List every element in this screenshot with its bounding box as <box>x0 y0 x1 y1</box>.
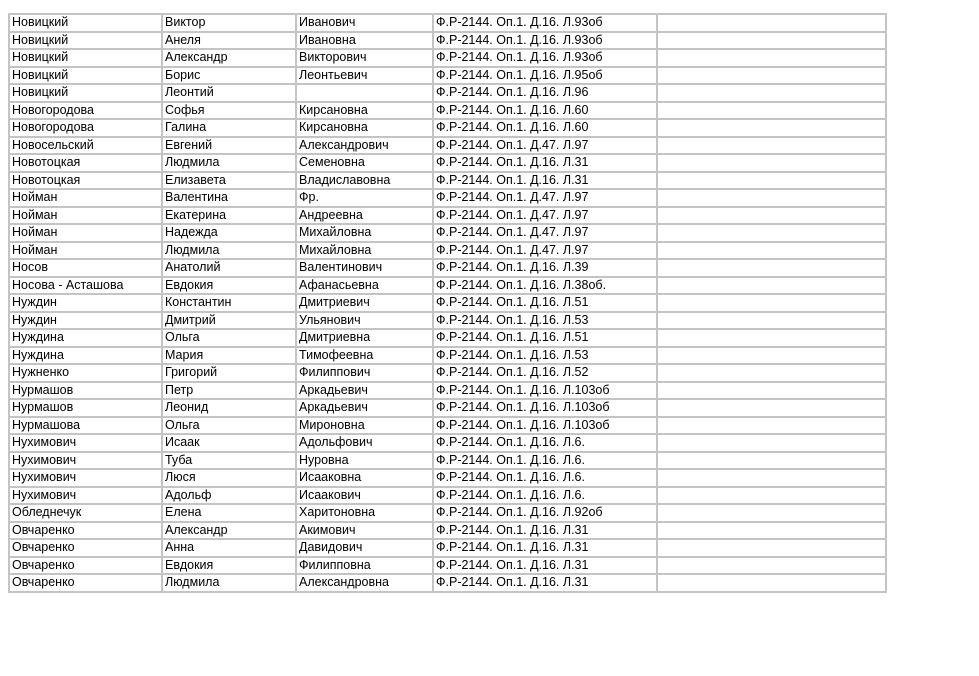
surname-cell: Носова - Асташова <box>9 277 162 295</box>
patronymic-cell: Фр. <box>296 189 433 207</box>
archive-reference-cell: Ф.Р-2144. Оп.1. Д.16. Л.53 <box>433 347 657 365</box>
empty-cell <box>657 504 886 522</box>
empty-cell <box>657 399 886 417</box>
patronymic-cell: Нуровна <box>296 452 433 470</box>
table-row <box>9 539 886 557</box>
patronymic-cell: Мироновна <box>296 417 433 435</box>
surname-cell: Нуждина <box>9 329 162 347</box>
patronymic-cell: Аркадьевич <box>296 382 433 400</box>
archive-reference-cell: Ф.Р-2144. Оп.1. Д.16. Л.6. <box>433 469 657 487</box>
patronymic-cell: Кирсановна <box>296 119 433 137</box>
empty-cell <box>657 487 886 505</box>
surname-cell: Новотоцкая <box>9 172 162 190</box>
first-name-cell: Людмила <box>162 242 296 260</box>
patronymic-cell: Харитоновна <box>296 504 433 522</box>
empty-cell <box>657 347 886 365</box>
empty-cell <box>657 84 886 102</box>
empty-cell <box>657 312 886 330</box>
patronymic-cell: Дмитриевна <box>296 329 433 347</box>
table-row <box>9 154 886 172</box>
surname-cell: Новицкий <box>9 32 162 50</box>
first-name-cell: Елена <box>162 504 296 522</box>
first-name-cell: Евдокия <box>162 557 296 575</box>
empty-cell <box>657 469 886 487</box>
table-row <box>9 277 886 295</box>
archive-register-table <box>8 13 887 593</box>
surname-cell: Нухимович <box>9 452 162 470</box>
table-body <box>9 14 886 592</box>
archive-reference-cell: Ф.Р-2144. Оп.1. Д.16. Л.103об <box>433 382 657 400</box>
patronymic-cell: Семеновна <box>296 154 433 172</box>
first-name-cell: Туба <box>162 452 296 470</box>
empty-cell <box>657 277 886 295</box>
table-row <box>9 67 886 85</box>
empty-cell <box>657 539 886 557</box>
archive-reference-cell: Ф.Р-2144. Оп.1. Д.16. Л.93об <box>433 32 657 50</box>
archive-reference-cell: Ф.Р-2144. Оп.1. Д.16. Л.103об <box>433 417 657 435</box>
archive-reference-cell: Ф.Р-2144. Оп.1. Д.16. Л.53 <box>433 312 657 330</box>
archive-reference-cell: Ф.Р-2144. Оп.1. Д.16. Л.31 <box>433 522 657 540</box>
table-row <box>9 557 886 575</box>
empty-cell <box>657 574 886 592</box>
surname-cell: Нурмашов <box>9 399 162 417</box>
empty-cell <box>657 102 886 120</box>
patronymic-cell: Исааковна <box>296 469 433 487</box>
empty-cell <box>657 32 886 50</box>
table-row <box>9 49 886 67</box>
table-row <box>9 14 886 32</box>
first-name-cell: Евдокия <box>162 277 296 295</box>
table-row <box>9 137 886 155</box>
surname-cell: Нуждина <box>9 347 162 365</box>
first-name-cell: Валентина <box>162 189 296 207</box>
table-row <box>9 32 886 50</box>
first-name-cell: Александр <box>162 49 296 67</box>
first-name-cell: Ольга <box>162 417 296 435</box>
surname-cell: Нухимович <box>9 434 162 452</box>
patronymic-cell: Ульянович <box>296 312 433 330</box>
empty-cell <box>657 417 886 435</box>
surname-cell: Овчаренко <box>9 574 162 592</box>
surname-cell: Новосельский <box>9 137 162 155</box>
archive-reference-cell: Ф.Р-2144. Оп.1. Д.16. Л.6. <box>433 487 657 505</box>
table-row <box>9 364 886 382</box>
surname-cell: Новогородова <box>9 102 162 120</box>
archive-reference-cell: Ф.Р-2144. Оп.1. Д.16. Л.31 <box>433 539 657 557</box>
patronymic-cell <box>296 84 433 102</box>
empty-cell <box>657 137 886 155</box>
empty-cell <box>657 557 886 575</box>
table-row <box>9 487 886 505</box>
archive-reference-cell: Ф.Р-2144. Оп.1. Д.16. Л.31 <box>433 172 657 190</box>
surname-cell: Нуждин <box>9 294 162 312</box>
patronymic-cell: Адольфович <box>296 434 433 452</box>
empty-cell <box>657 364 886 382</box>
first-name-cell: Исаак <box>162 434 296 452</box>
first-name-cell: Анеля <box>162 32 296 50</box>
archive-reference-cell: Ф.Р-2144. Оп.1. Д.16. Л.39 <box>433 259 657 277</box>
first-name-cell: Галина <box>162 119 296 137</box>
archive-reference-cell: Ф.Р-2144. Оп.1. Д.16. Л.60 <box>433 102 657 120</box>
table-row <box>9 574 886 592</box>
surname-cell: Нужненко <box>9 364 162 382</box>
first-name-cell: Люся <box>162 469 296 487</box>
archive-reference-cell: Ф.Р-2144. Оп.1. Д.47. Л.97 <box>433 242 657 260</box>
first-name-cell: Евгений <box>162 137 296 155</box>
table-row <box>9 102 886 120</box>
empty-cell <box>657 434 886 452</box>
patronymic-cell: Давидович <box>296 539 433 557</box>
archive-reference-cell: Ф.Р-2144. Оп.1. Д.16. Л.52 <box>433 364 657 382</box>
first-name-cell: Борис <box>162 67 296 85</box>
surname-cell: Новицкий <box>9 84 162 102</box>
table-row <box>9 452 886 470</box>
surname-cell: Нурмашов <box>9 382 162 400</box>
surname-cell: Нойман <box>9 224 162 242</box>
table-row <box>9 504 886 522</box>
table-row <box>9 522 886 540</box>
surname-cell: Новицкий <box>9 49 162 67</box>
archive-reference-cell: Ф.Р-2144. Оп.1. Д.16. Л.103об <box>433 399 657 417</box>
surname-cell: Овчаренко <box>9 522 162 540</box>
empty-cell <box>657 382 886 400</box>
first-name-cell: Людмила <box>162 154 296 172</box>
first-name-cell: Дмитрий <box>162 312 296 330</box>
archive-reference-cell: Ф.Р-2144. Оп.1. Д.16. Л.38об. <box>433 277 657 295</box>
archive-reference-cell: Ф.Р-2144. Оп.1. Д.47. Л.97 <box>433 137 657 155</box>
patronymic-cell: Леонтьевич <box>296 67 433 85</box>
archive-reference-cell: Ф.Р-2144. Оп.1. Д.16. Л.6. <box>433 452 657 470</box>
archive-reference-cell: Ф.Р-2144. Оп.1. Д.16. Л.92об <box>433 504 657 522</box>
table-row <box>9 172 886 190</box>
first-name-cell: Леонтий <box>162 84 296 102</box>
archive-reference-cell: Ф.Р-2144. Оп.1. Д.16. Л.93об <box>433 14 657 32</box>
first-name-cell: Надежда <box>162 224 296 242</box>
surname-cell: Нуждин <box>9 312 162 330</box>
first-name-cell: Екатерина <box>162 207 296 225</box>
empty-cell <box>657 452 886 470</box>
surname-cell: Овчаренко <box>9 539 162 557</box>
table-row <box>9 434 886 452</box>
patronymic-cell: Викторович <box>296 49 433 67</box>
empty-cell <box>657 119 886 137</box>
first-name-cell: Петр <box>162 382 296 400</box>
table-row <box>9 224 886 242</box>
first-name-cell: Адольф <box>162 487 296 505</box>
empty-cell <box>657 207 886 225</box>
empty-cell <box>657 294 886 312</box>
first-name-cell: Григорий <box>162 364 296 382</box>
empty-cell <box>657 329 886 347</box>
patronymic-cell: Валентинович <box>296 259 433 277</box>
surname-cell: Нухимович <box>9 469 162 487</box>
archive-reference-cell: Ф.Р-2144. Оп.1. Д.16. Л.51 <box>433 329 657 347</box>
archive-reference-cell: Ф.Р-2144. Оп.1. Д.16. Л.95об <box>433 67 657 85</box>
patronymic-cell: Владиславовна <box>296 172 433 190</box>
archive-reference-cell: Ф.Р-2144. Оп.1. Д.16. Л.6. <box>433 434 657 452</box>
table-row <box>9 242 886 260</box>
surname-cell: Носов <box>9 259 162 277</box>
first-name-cell: Софья <box>162 102 296 120</box>
first-name-cell: Мария <box>162 347 296 365</box>
first-name-cell: Виктор <box>162 14 296 32</box>
patronymic-cell: Александровна <box>296 574 433 592</box>
first-name-cell: Леонид <box>162 399 296 417</box>
surname-cell: Овчаренко <box>9 557 162 575</box>
surname-cell: Нойман <box>9 207 162 225</box>
empty-cell <box>657 224 886 242</box>
patronymic-cell: Филипповна <box>296 557 433 575</box>
table-row <box>9 294 886 312</box>
archive-reference-cell: Ф.Р-2144. Оп.1. Д.16. Л.60 <box>433 119 657 137</box>
table-row <box>9 84 886 102</box>
archive-reference-cell: Ф.Р-2144. Оп.1. Д.16. Л.31 <box>433 154 657 172</box>
surname-cell: Нойман <box>9 242 162 260</box>
surname-cell: Новицкий <box>9 67 162 85</box>
surname-cell: Нурмашова <box>9 417 162 435</box>
surname-cell: Новотоцкая <box>9 154 162 172</box>
first-name-cell: Людмила <box>162 574 296 592</box>
empty-cell <box>657 154 886 172</box>
patronymic-cell: Андреевна <box>296 207 433 225</box>
first-name-cell: Ольга <box>162 329 296 347</box>
patronymic-cell: Афанасьевна <box>296 277 433 295</box>
first-name-cell: Анатолий <box>162 259 296 277</box>
patronymic-cell: Михайловна <box>296 242 433 260</box>
patronymic-cell: Ивановна <box>296 32 433 50</box>
archive-reference-cell: Ф.Р-2144. Оп.1. Д.16. Л.31 <box>433 574 657 592</box>
patronymic-cell: Александрович <box>296 137 433 155</box>
patronymic-cell: Исаакович <box>296 487 433 505</box>
surname-cell: Новогородова <box>9 119 162 137</box>
table-row <box>9 382 886 400</box>
table-row <box>9 189 886 207</box>
archive-reference-cell: Ф.Р-2144. Оп.1. Д.16. Л.93об <box>433 49 657 67</box>
surname-cell: Нухимович <box>9 487 162 505</box>
archive-reference-cell: Ф.Р-2144. Оп.1. Д.16. Л.96 <box>433 84 657 102</box>
table-row <box>9 469 886 487</box>
table-row <box>9 347 886 365</box>
archive-reference-cell: Ф.Р-2144. Оп.1. Д.16. Л.31 <box>433 557 657 575</box>
surname-cell: Обледнечук <box>9 504 162 522</box>
table-row <box>9 312 886 330</box>
archive-reference-cell: Ф.Р-2144. Оп.1. Д.47. Л.97 <box>433 189 657 207</box>
empty-cell <box>657 259 886 277</box>
empty-cell <box>657 172 886 190</box>
table-row <box>9 207 886 225</box>
first-name-cell: Анна <box>162 539 296 557</box>
surname-cell: Нойман <box>9 189 162 207</box>
patronymic-cell: Акимович <box>296 522 433 540</box>
patronymic-cell: Тимофеевна <box>296 347 433 365</box>
archive-reference-cell: Ф.Р-2144. Оп.1. Д.47. Л.97 <box>433 207 657 225</box>
patronymic-cell: Дмитриевич <box>296 294 433 312</box>
table-row <box>9 399 886 417</box>
table-row <box>9 417 886 435</box>
empty-cell <box>657 67 886 85</box>
patronymic-cell: Иванович <box>296 14 433 32</box>
patronymic-cell: Филиппович <box>296 364 433 382</box>
table-row <box>9 259 886 277</box>
table-row <box>9 119 886 137</box>
empty-cell <box>657 14 886 32</box>
empty-cell <box>657 522 886 540</box>
archive-reference-cell: Ф.Р-2144. Оп.1. Д.47. Л.97 <box>433 224 657 242</box>
empty-cell <box>657 189 886 207</box>
archive-reference-cell: Ф.Р-2144. Оп.1. Д.16. Л.51 <box>433 294 657 312</box>
patronymic-cell: Аркадьевич <box>296 399 433 417</box>
first-name-cell: Александр <box>162 522 296 540</box>
empty-cell <box>657 242 886 260</box>
patronymic-cell: Кирсановна <box>296 102 433 120</box>
patronymic-cell: Михайловна <box>296 224 433 242</box>
first-name-cell: Константин <box>162 294 296 312</box>
table-row <box>9 329 886 347</box>
surname-cell: Новицкий <box>9 14 162 32</box>
first-name-cell: Елизавета <box>162 172 296 190</box>
empty-cell <box>657 49 886 67</box>
